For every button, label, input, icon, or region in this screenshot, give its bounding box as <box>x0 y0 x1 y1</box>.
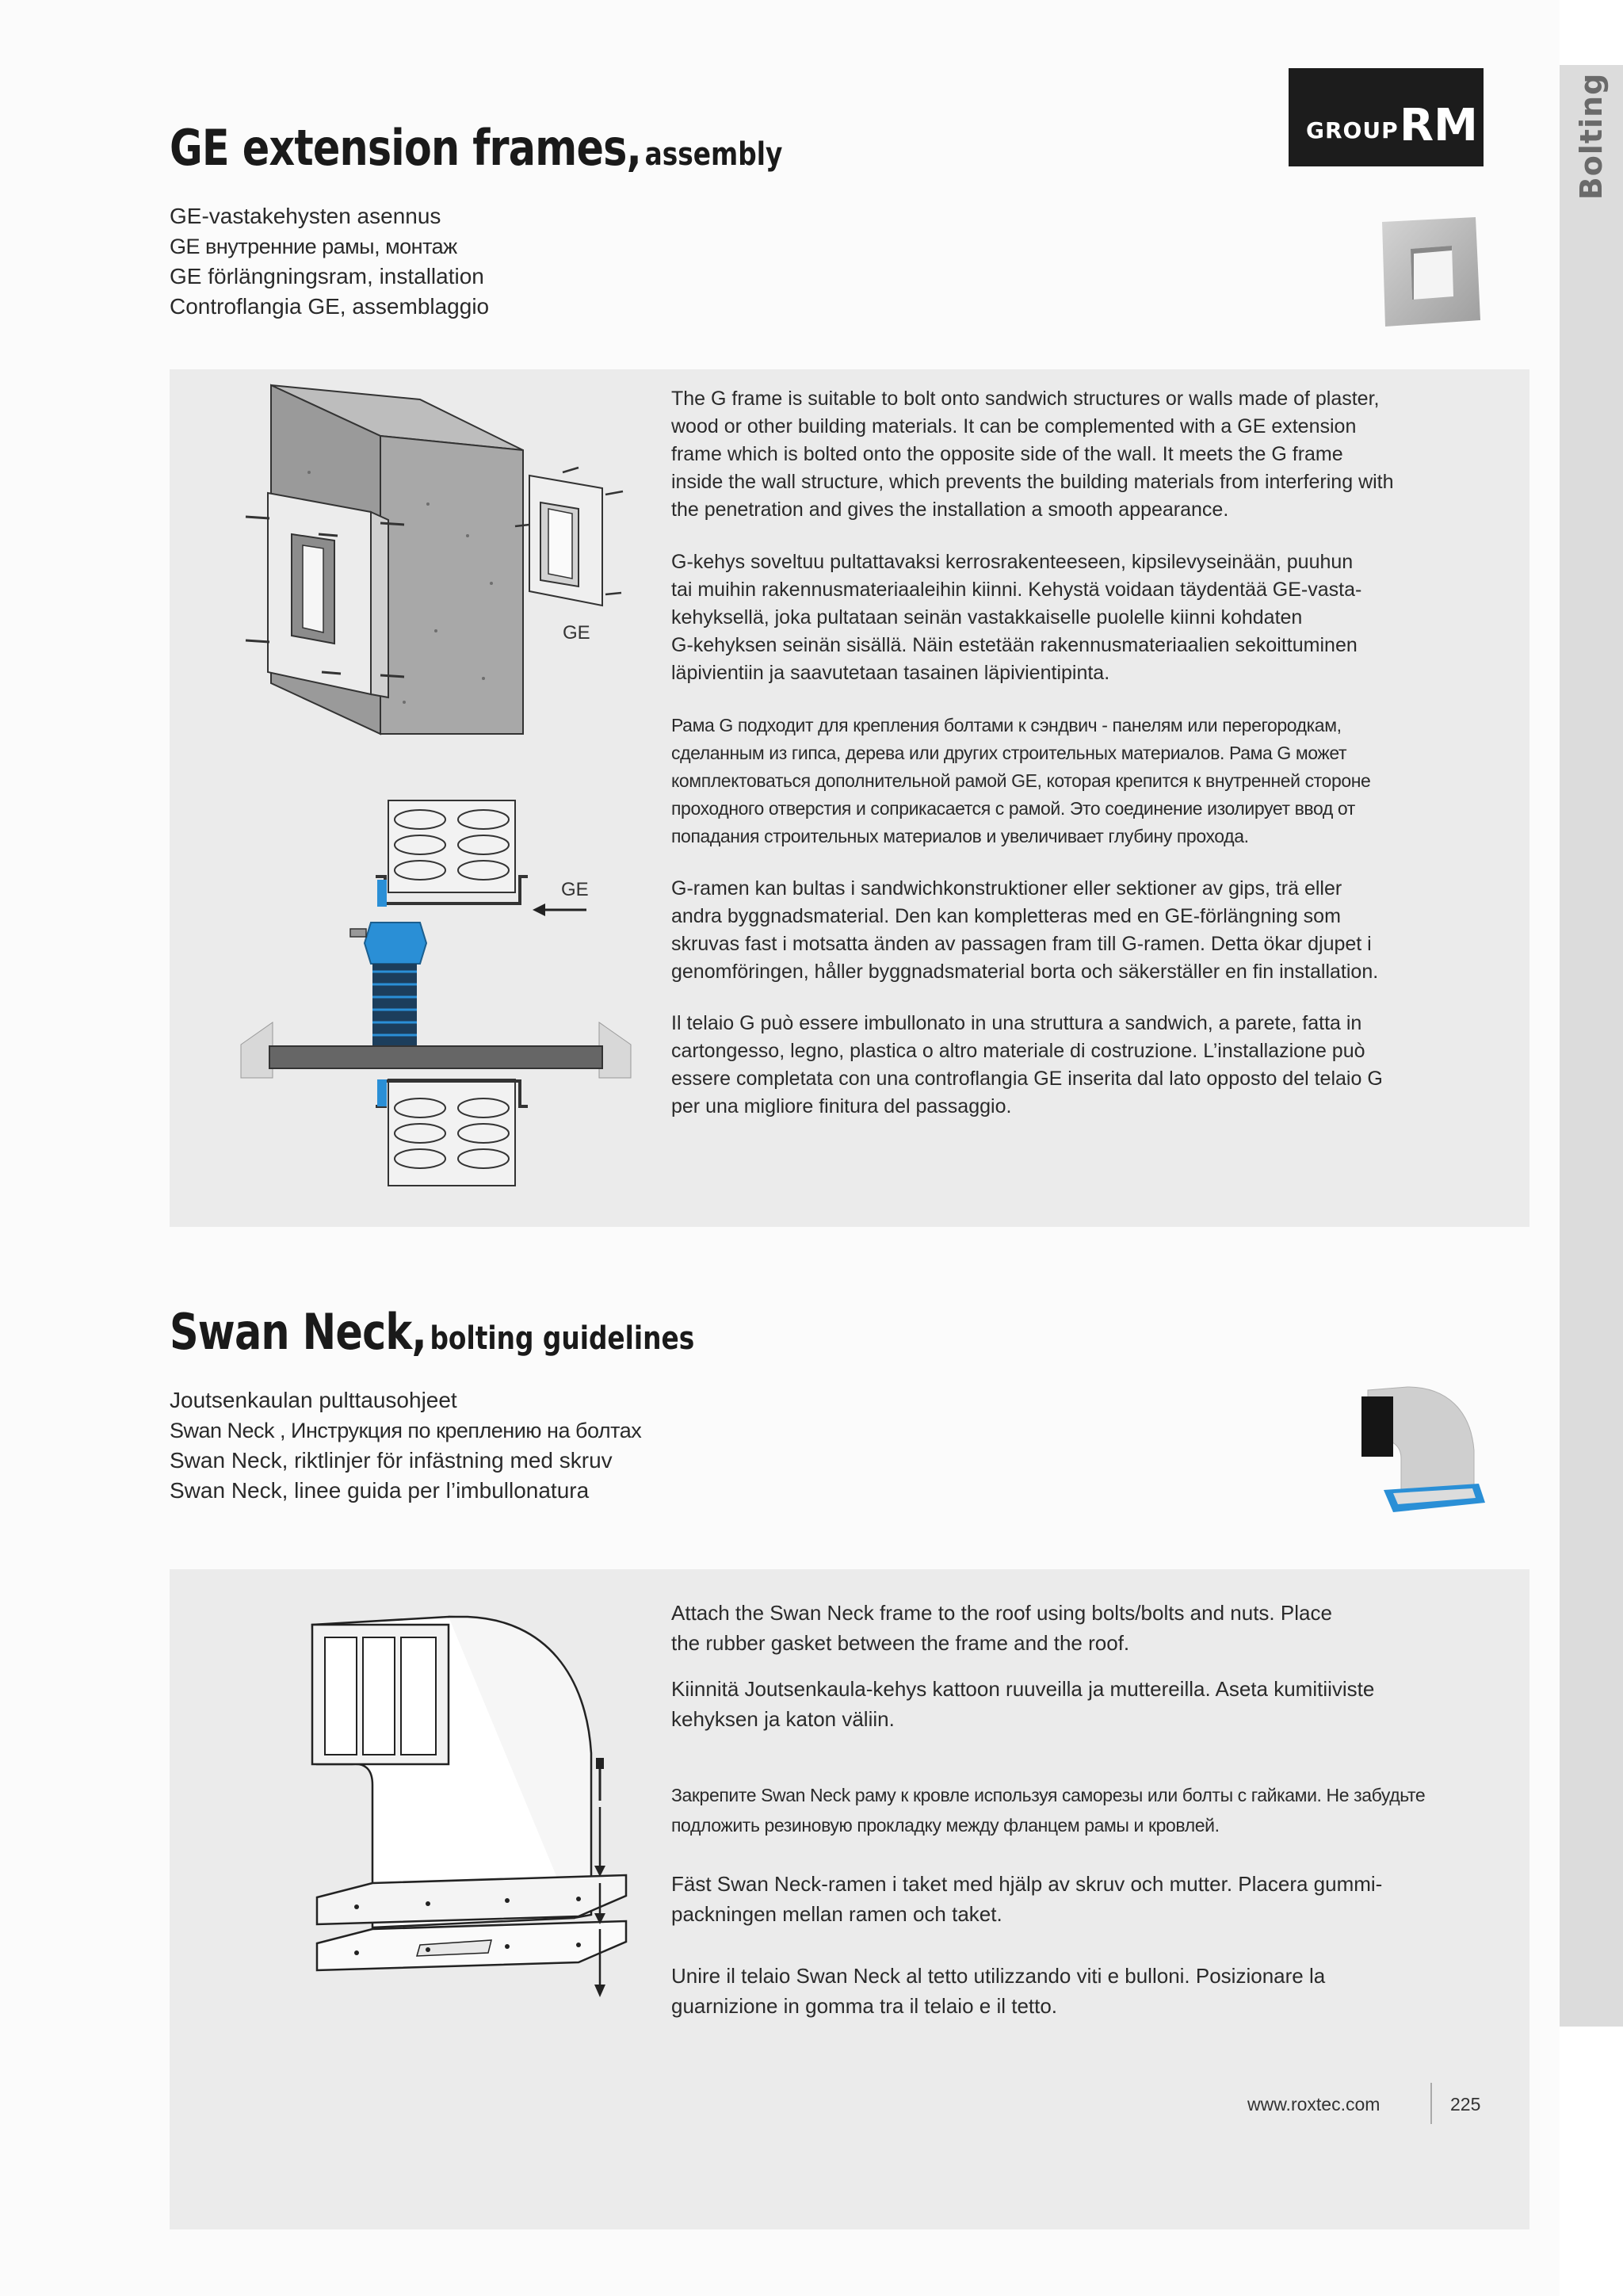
text-line: сделанным из гипса, дерева или других строительных материалов. Рама G может <box>671 743 1347 763</box>
side-tab-label <box>1560 65 1623 208</box>
section1-paragraph-en <box>671 385 1495 524</box>
text-line: подложить резиновую прокладку между фланцем рамы и кровлей. <box>671 1815 1220 1836</box>
section1-title-sub: assembly <box>644 136 783 173</box>
text-line: The G frame is suitable to bolt onto sandwich structures or walls made of plaster, <box>671 388 1380 410</box>
text-line: essere completata con una controflangia GE inserita dal lato opposto del telaio G <box>671 1068 1383 1090</box>
text-line: the penetration and gives the installation a smooth appearance. <box>671 499 1229 521</box>
text-line: kehyksen ja katon väliin. <box>671 1707 895 1731</box>
text-line: Рама G подходит для крепления болтами к сэндвич - панелям или перегородкам, <box>671 715 1342 735</box>
text-line: frame which is bolted onto the opposite side of the wall. It meets the G frame <box>671 443 1343 465</box>
ge-section-diagram <box>230 797 642 1194</box>
section1-subtitles <box>170 201 489 322</box>
section2-subtitles <box>170 1385 641 1506</box>
text-line: cartongesso, legno, plastica o altro materiale di costruzione. L’installazione può <box>671 1040 1365 1062</box>
section2-paragraph-it <box>671 1961 1495 2021</box>
text-line: andra byggnadsmaterial. Den kan kompletteras med en GE-förlängning som <box>671 905 1341 927</box>
group-badge-label: GROUP <box>1306 117 1399 143</box>
text-line: Закрепите Swan Neck раму к кровле используя саморезы или болты с гайками. Не забудьте <box>671 1785 1426 1805</box>
ge-frame-product-image <box>1365 208 1491 334</box>
section2-subtitle-it: Swan Neck, linee guida per l’imbullonatura <box>170 1478 590 1503</box>
section1-paragraph-sv <box>671 875 1495 986</box>
text-line: проходного отверстия и соприкасается с рамой. Это соединение изолирует ввод от <box>671 798 1355 819</box>
section1-title <box>170 119 782 177</box>
ge-label-bottom: GE <box>561 879 589 900</box>
text-line: läpivientiin ja saavutetaan tasainen läpivientipinta. <box>671 662 1110 684</box>
section2-paragraph-en <box>671 1598 1495 1658</box>
footer-website-link[interactable]: www.roxtec.com <box>1247 2094 1381 2115</box>
section1-subtitle-ru: GE внутренние рамы, монтаж <box>170 235 457 258</box>
text-line: genomföringen, håller byggnadsmaterial borta och säkerställer en fin installation. <box>671 961 1379 983</box>
text-line: G-kehys soveltuu pultattavaksi kerrosrakenteeseen, kipsilevyseinään, puuhun <box>671 551 1354 573</box>
text-line: per una migliore finitura del passaggio. <box>671 1095 1012 1117</box>
section2-title-sub: bolting guidelines <box>430 1320 695 1357</box>
section1-subtitle-sv: GE förlängningsram, installation <box>170 264 484 288</box>
section1-paragraph-ru <box>671 712 1495 850</box>
section1-paragraph-it <box>671 1010 1495 1121</box>
ge-wall-assembly-diagram <box>230 377 642 742</box>
section2-subtitle-sv: Swan Neck, riktlinjer för infästning med skruv <box>170 1448 613 1473</box>
section2-paragraph-ru <box>671 1780 1495 1840</box>
footer-divider <box>1430 2083 1432 2124</box>
text-line: wood or other building materials. It can be complemented with a GE extension <box>671 415 1357 437</box>
section2-title-main: Swan Neck, <box>170 1303 426 1361</box>
section2-subtitle-ru: Swan Neck , Инструкция по креплению на болтах <box>170 1419 642 1442</box>
swan-neck-product-image <box>1352 1379 1487 1522</box>
section1-subtitle-it: Controflangia GE, assemblaggio <box>170 294 490 319</box>
section1-paragraph-fi <box>671 548 1495 687</box>
text-line: skruvas fast i motsatta änden av passagen fram till G-ramen. Detta ökar djupet i <box>671 933 1372 955</box>
text-line: inside the wall structure, which prevents the building materials from interfering with <box>671 471 1394 493</box>
swan-neck-bolting-diagram <box>309 1614 642 2002</box>
section2-paragraph-sv <box>671 1869 1495 1929</box>
text-line: packningen mellan ramen och taket. <box>671 1902 1002 1926</box>
text-line: Unire il telaio Swan Neck al tetto utilizzando viti e bulloni. Posizionare la <box>671 1964 1326 1988</box>
section1-title-main: GE extension frames, <box>170 119 642 177</box>
section2-paragraph-fi <box>671 1674 1495 1734</box>
side-tab-text: Bolting <box>1574 72 1609 201</box>
group-badge-code: RM <box>1400 100 1478 151</box>
text-line: попадания строительных материалов и увеличивает глубину прохода. <box>671 826 1249 846</box>
text-line: the rubber gasket between the frame and the roof. <box>671 1631 1130 1655</box>
group-badge <box>1289 68 1484 166</box>
text-line: Fäst Swan Neck-ramen i taket med hjälp av skruv och mutter. Placera gummi- <box>671 1872 1383 1896</box>
text-line: комплектоваться дополнительной рамой GE, которая крепится к внутренней стороне <box>671 770 1371 791</box>
side-tab <box>1560 65 1623 2027</box>
section2-title <box>170 1303 694 1361</box>
footer-page-number: 225 <box>1450 2094 1481 2115</box>
text-line: G-kehyksen seinän sisällä. Näin estetään rakennusmateriaalien sekoittuminen <box>671 634 1358 656</box>
text-line: Il telaio G può essere imbullonato in una struttura a sandwich, a parete, fatta in <box>671 1012 1362 1034</box>
text-line: Attach the Swan Neck frame to the roof using bolts/bolts and nuts. Place <box>671 1601 1332 1625</box>
text-line: guarnizione in gomma tra il telaio e il tetto. <box>671 1994 1058 2018</box>
text-line: tai muihin rakennusmateriaaleihin kiinni. Kehystä voidaan täydentää GE-vasta- <box>671 579 1362 601</box>
section1-subtitle-fi: GE-vastakehysten asennus <box>170 204 441 228</box>
text-line: Kiinnitä Joutsenkaula-kehys kattoon ruuveilla ja muttereilla. Aseta kumitiiviste <box>671 1677 1375 1701</box>
text-line: G-ramen kan bultas i sandwichkonstruktioner eller sektioner av gips, trä eller <box>671 877 1342 900</box>
text-line: kehyksellä, joka pultataan seinän vastakkaiselle puolelle kiinni kohdaten <box>671 606 1303 628</box>
section2-subtitle-fi: Joutsenkaulan pulttausohjeet <box>170 1388 457 1412</box>
ge-label-top: GE <box>563 622 590 644</box>
